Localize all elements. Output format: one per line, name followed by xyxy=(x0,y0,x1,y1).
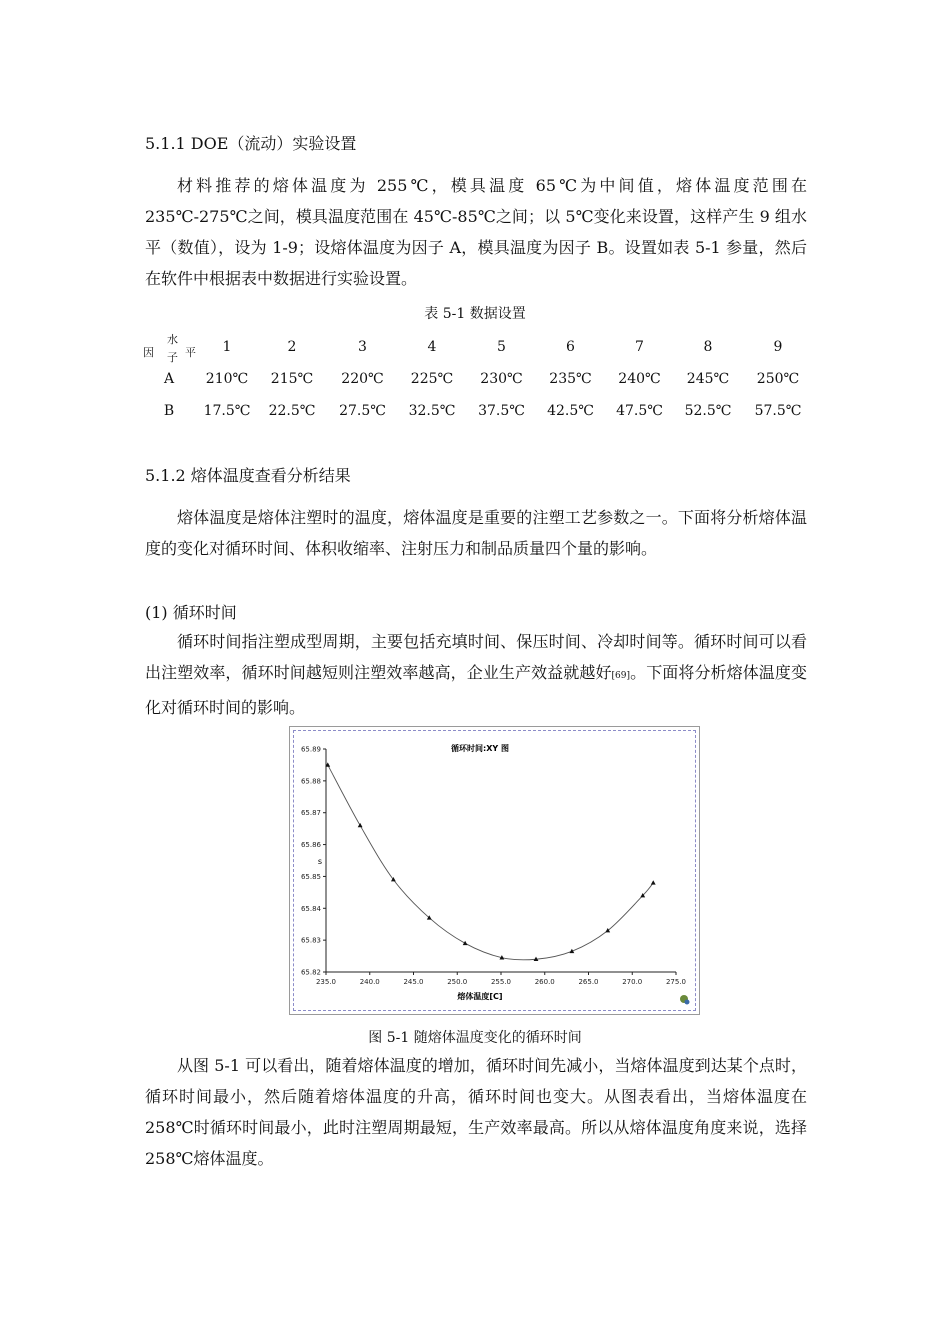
y-tick-label: 65.89 xyxy=(300,745,321,754)
corner-factor-label: 因 xyxy=(143,346,154,359)
table-cell: 230℃ xyxy=(480,371,523,387)
data-point xyxy=(358,823,363,827)
data-point xyxy=(463,941,468,945)
x-tick-label: 270.0 xyxy=(622,978,643,986)
table-cell: 250℃ xyxy=(756,371,800,387)
table-cell: 210℃ xyxy=(205,371,249,387)
chart-y-axis-label: s xyxy=(317,857,323,866)
table-row xyxy=(140,363,814,395)
doe-paragraph: 材料推荐的熔体温度为 255℃，模具温度 65℃为中间值，熔体温度范围在235℃-275℃之间，模具温度范围在 45℃-85℃之间；以 5℃变化来设置，这样产生 9 组水平（数值），设为 1-9；设熔体温度为因子 A，模具温度为因子 B。设置如表 5-1 参量，然后在软件中根据表中数据进行实验设置。 xyxy=(145,176,807,288)
table-cell: 22.5℃ xyxy=(268,403,316,419)
series-line xyxy=(328,765,654,960)
level-header: 3 xyxy=(358,339,367,355)
y-tick-label: 65.83 xyxy=(300,936,321,945)
level-header: 7 xyxy=(635,339,644,355)
table-corner-cell xyxy=(140,331,198,363)
section-heading-doe: 5.1.1 DOE（流动）实验设置 xyxy=(145,134,357,153)
level-header: 9 xyxy=(773,339,783,355)
y-tick-label: 65.87 xyxy=(300,809,321,818)
table-header-row xyxy=(140,331,814,363)
level-header: 1 xyxy=(222,339,232,355)
figure-caption: 图 5-1 随熔体温度变化的循环时间 xyxy=(368,1030,582,1046)
corner-level-label: 水 xyxy=(167,333,178,346)
corner-factor2-label: 子 xyxy=(167,351,178,364)
y-tick-label: 65.85 xyxy=(300,872,321,881)
table-cell: 240℃ xyxy=(618,371,661,387)
x-tick-label: 245.0 xyxy=(403,978,424,986)
data-settings-table xyxy=(140,331,814,427)
table-cell: 17.5℃ xyxy=(203,403,251,419)
table-cell: 37.5℃ xyxy=(478,403,525,419)
chart-x-axis-label: 熔体温度[C] xyxy=(457,992,503,1001)
figure-frame xyxy=(289,726,700,1015)
conclusion-paragraph: 从图 5-1 可以看出，随着熔体温度的增加，循环时间先减小，当熔体温度到达某个点时，循环时间最小，然后随着熔体温度的升高，循环时间也变大。从图表看出，当熔体温度在 258℃时循环时间最小，此时注塑周期最短，生产效率最高。所以从熔体温度角度来说，选择 258℃熔体温度。 xyxy=(145,1056,807,1168)
citation-ref: [69] xyxy=(611,671,631,681)
table-row xyxy=(140,395,814,427)
x-tick-label: 240.0 xyxy=(359,978,380,986)
table-cell: 225℃ xyxy=(410,371,454,387)
level-header: 4 xyxy=(427,339,437,355)
corner-level2-label: 平 xyxy=(185,346,196,359)
x-tick-label: 275.0 xyxy=(665,978,687,986)
chart-logo-icon xyxy=(680,995,690,1005)
x-tick-label: 265.0 xyxy=(578,978,599,986)
cycle-time-paragraph xyxy=(145,626,807,723)
factor-cell: A xyxy=(163,371,175,387)
level-header: 5 xyxy=(497,339,506,355)
x-tick-label: 255.0 xyxy=(490,978,512,986)
chart-title: 循环时间:XY 图 xyxy=(451,744,509,753)
x-tick-label: 260.0 xyxy=(534,978,555,986)
section-heading-melt-temp: 5.1.2 熔体温度查看分析结果 xyxy=(145,466,351,485)
level-header: 8 xyxy=(703,339,713,355)
x-tick-label: 250.0 xyxy=(447,978,468,986)
y-tick-label: 65.86 xyxy=(300,841,321,850)
table-cell: 42.5℃ xyxy=(547,403,594,419)
table-cell: 245℃ xyxy=(686,371,730,387)
table-cell: 47.5℃ xyxy=(616,403,663,419)
table-cell: 32.5℃ xyxy=(408,403,456,419)
sub-heading-cycle-time: (1) 循环时间 xyxy=(145,603,237,622)
level-header: 6 xyxy=(566,339,575,355)
melt-temp-paragraph: 熔体温度是熔体注塑时的温度，熔体温度是重要的注塑工艺参数之一。下面将分析熔体温度的变化对循环时间、体积收缩率、注射压力和制品质量四个量的影响。 xyxy=(145,508,807,558)
cycle-time-text: 循环时间指注塑成型周期，主要包括充填时间、保压时间、冷却时间等。循环时间可以看出注塑效率，循环时间越短则注塑效率越高，企业生产效益就越好 xyxy=(145,632,807,682)
table-cell: 52.5℃ xyxy=(684,403,732,419)
cycle-time-chart xyxy=(290,727,699,1014)
table-cell: 220℃ xyxy=(341,371,384,387)
y-tick-label: 65.88 xyxy=(300,777,321,786)
table-cell: 27.5℃ xyxy=(339,403,386,419)
table-cell: 215℃ xyxy=(270,371,314,387)
data-point xyxy=(651,880,656,884)
table-cell: 235℃ xyxy=(549,371,592,387)
x-tick-label: 235.0 xyxy=(315,978,337,986)
factor-cell: B xyxy=(163,403,175,419)
y-tick-label: 65.84 xyxy=(300,904,321,913)
table-caption: 表 5-1 数据设置 xyxy=(424,306,526,322)
level-header: 2 xyxy=(287,339,297,355)
table-cell: 57.5℃ xyxy=(754,403,802,419)
cycle-time-text-tail: 。下面将分析熔体温度变化对循环时间的影响。 xyxy=(145,663,807,717)
y-tick-label: 65.82 xyxy=(300,968,321,977)
